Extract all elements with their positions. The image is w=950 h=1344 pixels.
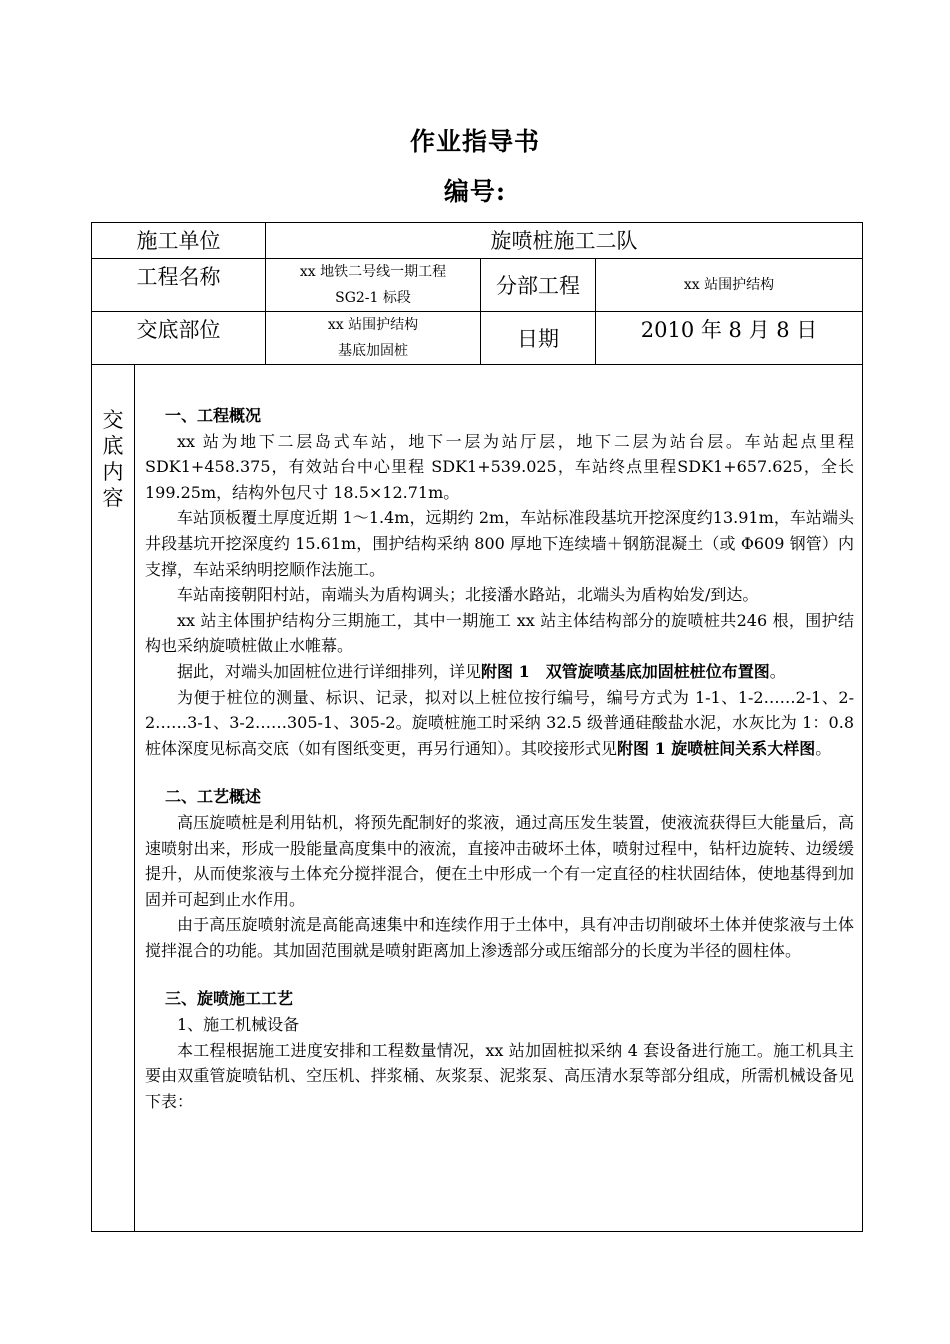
figure-reference-1: 附图 1 双管旋喷基底加固桩桩位布置图 (481, 661, 770, 681)
content-label-char-1: 交 (102, 408, 124, 432)
subproject-value: xx 站围护结构 (596, 259, 863, 312)
content-body (135, 365, 863, 1232)
section-1-heading: 一、工程概况 (165, 406, 262, 425)
project-name-line2: SG2-1 标段 (335, 290, 411, 306)
paragraph-5-text: 据此，对端头加固桩位进行详细排列，详见 (177, 661, 482, 681)
section-2-paragraph-2: 由于高压旋喷射流是高能高速集中和连续作用于土体中，具有冲击切削破坏土体并使浆液与土体搅拌混合的功能。其加固范围就是喷射距离加上渗透部分或压缩部分的长度为半径的圆柱体。 (145, 915, 855, 960)
paragraph-5-end: 。 (769, 661, 786, 681)
part-value-line1: xx 站围护结构 (327, 317, 419, 333)
section-1-paragraph-6 (145, 685, 854, 762)
document-title: 作业指导书 (409, 127, 540, 156)
date-value: 2010 年 8 月 8 日 (596, 312, 863, 365)
section-2-heading: 二、工艺概述 (165, 787, 262, 807)
section-1-paragraph-1: xx 站为地下二层岛式车站，地下一层为站厅层，地下二层为站台层。车站起点里程 SDK1+458.375，有效站台中心里程 SDK1+539.025，车站终点里程SDK1+657.625，全长 199.25m，结构外包尺寸 18.5×12.71m。 (145, 431, 855, 502)
figure-reference-2: 附图 1 旋喷桩间关系大样图 (617, 738, 816, 758)
content-label-char-3: 内 (102, 460, 124, 484)
project-name-label: 工程名称 (92, 259, 266, 312)
paragraph-6-text: 为便于桩位的测量、标识、记录，拟对以上桩位按行编号，编号方式为 1-1、1-2……2-1、2-2……3-1、3-2……305-1、305-2。旋喷桩施工时采纳 32.5 级普通硅酸盐水泥，水灰比为 1：0.8 桩体深度见标高交底（如有图纸变更，再另行通知）。其咬接形式见 (145, 687, 855, 758)
section-1-paragraph-3: 车站南接朝阳村站，南端头为盾构调头；北接潘水路站，北端头为盾构始发/到达。 (177, 585, 759, 605)
section-3-subheading-1: 1、施工机械设备 (177, 1015, 300, 1035)
project-name-line1: xx 地铁二号线一期工程 (299, 264, 447, 280)
date-label: 日期 (481, 312, 596, 365)
unit-value: 旋喷桩施工二队 (266, 223, 863, 259)
part-value-line2: 基底加固桩 (338, 343, 408, 359)
section-2-paragraph-1: 高压旋喷桩是利用钻机，将预先配制好的浆液，通过高压发生装置，使液流获得巨大能量后，高速喷射出来，形成一股能量高度集中的液流，直接冲击破坏土体，喷射过程中，钻杆边旋转、边缓缓提升，从而使浆液与土体充分搅拌混合，便在土中形成一个有一定直径的柱状固结体，使地基得到加固并可起到止水作用。 (145, 812, 855, 909)
section-1-paragraph-5 (145, 659, 854, 685)
content-label-char-4: 容 (102, 486, 124, 510)
subproject-label: 分部工程 (481, 259, 596, 312)
section-3-paragraph-1: 本工程根据施工进度安排和工程数量情况，xx 站加固桩拟采纳 4 套设备进行施工。施工机具主要由双重管旋喷钻机、空压机、拌浆桶、灰浆泵、泥浆泵、高压清水泵等部分组成，所需机械设备见下表： (145, 1040, 855, 1111)
document-number-label: 编号: (443, 177, 507, 206)
part-label: 交底部位 (92, 312, 266, 365)
part-value (266, 312, 481, 365)
project-name-value (266, 259, 481, 312)
unit-label: 施工单位 (92, 223, 266, 259)
content-label (92, 365, 135, 1232)
paragraph-6-end: 。 (815, 738, 832, 758)
section-1-paragraph-2: 车站顶板覆土厚度近期 1～1.4m，远期约 2m，车站标准段基坑开挖深度约13.91m，车站端头井段基坑开挖深度约 15.61m，围护结构采纳 800 厚地下连续墙＋钢筋混凝土（或 Φ609 钢管）内支撑，车站采纳明挖顺作法施工。 (145, 508, 855, 579)
instruction-form-table (91, 222, 863, 1232)
content-label-char-2: 底 (102, 434, 124, 458)
section-3-heading: 三、旋喷施工工艺 (165, 989, 294, 1009)
section-1-paragraph-4: xx 站主体围护结构分三期施工，其中一期施工 xx 站主体结构部分的旋喷桩共246 根，围护结构也采纳旋喷桩做止水帷幕。 (145, 610, 855, 656)
